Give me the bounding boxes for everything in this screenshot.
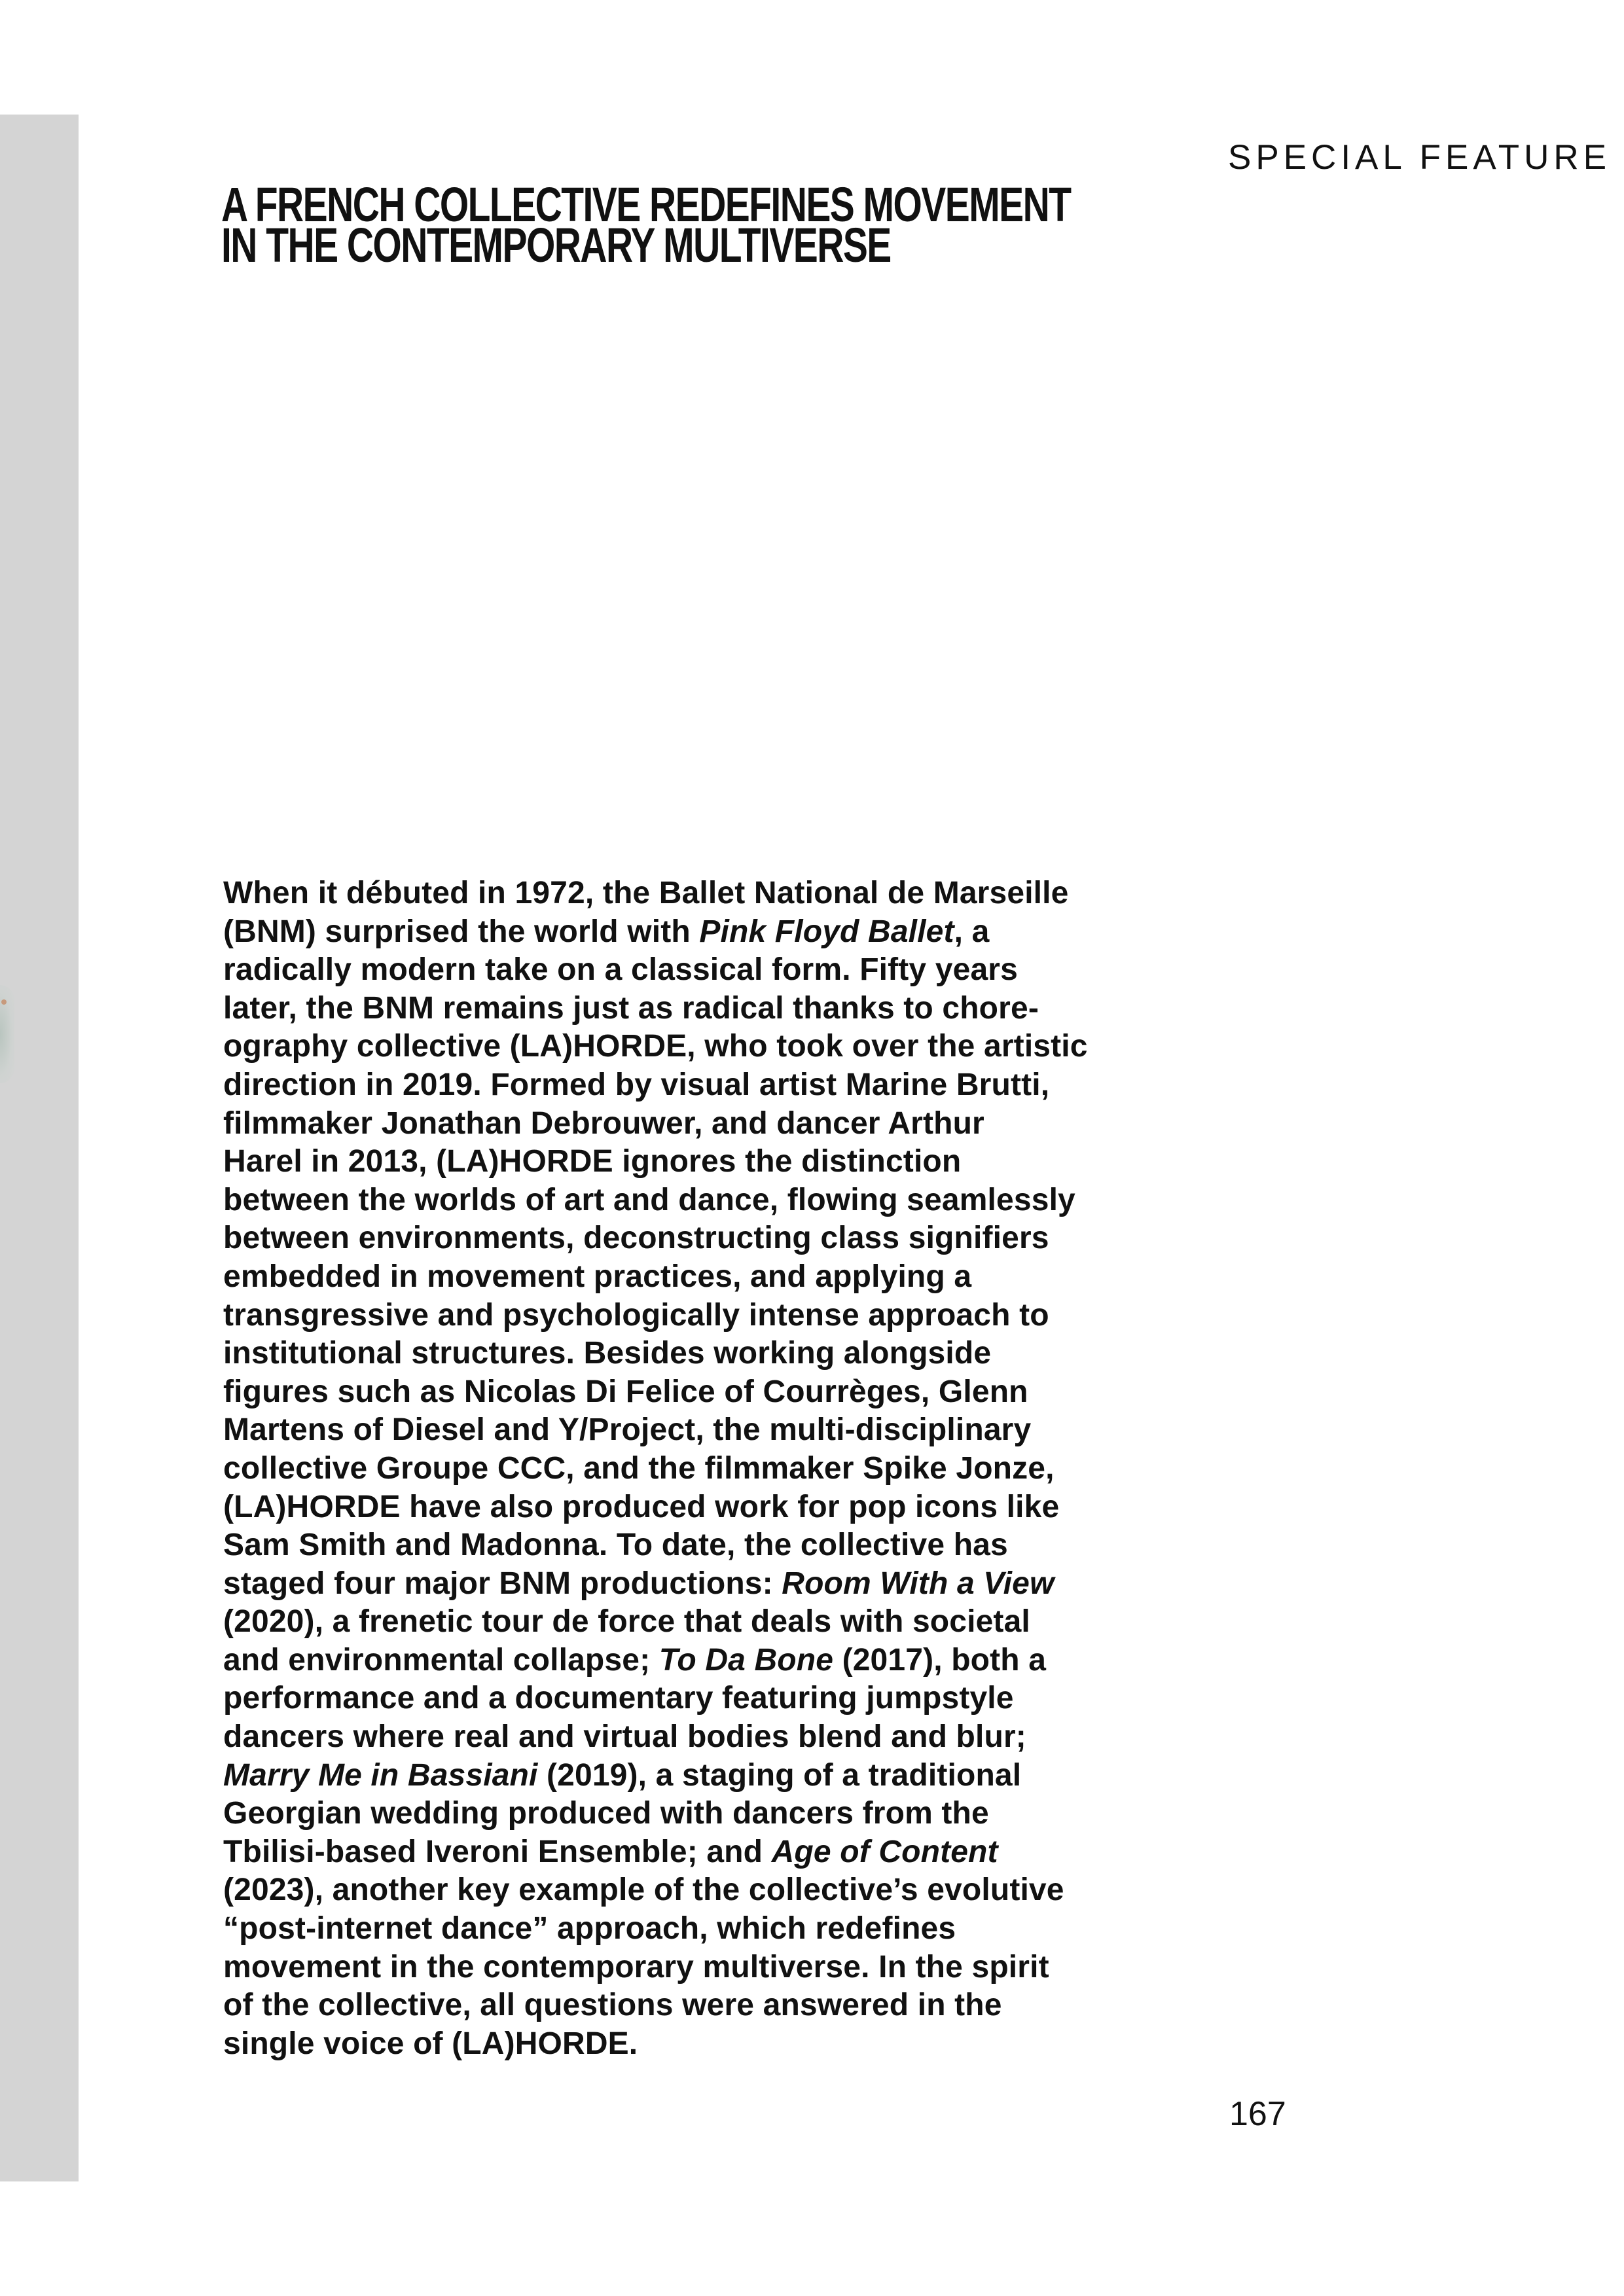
- intro-line: [223, 1565, 1088, 1604]
- intro-text: filmmaker Jonathan Debrouwer, and dancer Arthur: [223, 1105, 984, 1141]
- intro-line: [223, 1258, 1088, 1297]
- intro-text: (BNM) surprised the world with: [223, 914, 700, 949]
- headline-line-1: A FRENCH COLLECTIVE REDEFINES MOVEMENT: [221, 177, 1071, 232]
- page-number: 167: [1229, 2095, 1286, 2133]
- intro-line: [223, 913, 1088, 952]
- intro-line: [223, 1066, 1088, 1105]
- intro-text: direction in 2019. Formed by visual artist Marine Brutti,: [223, 1067, 1050, 1102]
- intro-line: [223, 1679, 1088, 1718]
- intro-line: [223, 1833, 1088, 1872]
- intro-line: [223, 1028, 1088, 1066]
- intro-line: [223, 1143, 1088, 1181]
- intro-text: (LA)HORDE have also produced work for pop icons like: [223, 1489, 1060, 1524]
- intro-text: of the collective, all questions were answered in the: [223, 1988, 1002, 2023]
- intro-text: Tbilisi-based Iveroni Ensemble; and: [223, 1834, 772, 1869]
- intro-text: figures such as Nicolas Di Felice of Courrèges, Glenn: [223, 1374, 1028, 1409]
- intro-line: [223, 1335, 1088, 1373]
- intro-text: dancers where real and virtual bodies blend and blur;: [223, 1719, 1026, 1755]
- intro-text: (2020), a frenetic tour de force that deals with societal: [223, 1604, 1030, 1640]
- work-title: Room With a View: [782, 1566, 1055, 1601]
- section-label: SPECIAL FEATURE: [1228, 138, 1612, 177]
- intro-text: Georgian wedding produced with dancers from the: [223, 1796, 989, 1831]
- article-headline: [221, 177, 1071, 272]
- intro-text: movement in the contemporary multiverse. In the spirit: [223, 1949, 1049, 1984]
- intro-line: [223, 1757, 1088, 1795]
- intro-text: later, the BNM remains just as radical thanks to chore-: [223, 990, 1039, 1026]
- intro-line: [223, 951, 1088, 990]
- intro-text: collective Groupe CCC, and the filmmaker Spike Jonze,: [223, 1450, 1055, 1486]
- intro-text: radically modern take on a classical form. Fifty years: [223, 952, 1018, 988]
- side-image-dot: [1, 999, 7, 1005]
- intro-text: Sam Smith and Madonna. To date, the collective has: [223, 1528, 1008, 1563]
- work-title: To Da Bone: [659, 1642, 834, 1677]
- intro-line: [223, 1488, 1088, 1527]
- work-title: Marry Me in Bassiani: [223, 1757, 538, 1793]
- intro-line: [223, 874, 1088, 913]
- intro-line: [223, 1105, 1088, 1143]
- intro-text: between environments, deconstructing class signifiers: [223, 1221, 1049, 1256]
- intro-line: [223, 1948, 1088, 1987]
- intro-line: [223, 1526, 1088, 1565]
- intro-line: [223, 1411, 1088, 1450]
- intro-line: [223, 1603, 1088, 1641]
- intro-text: transgressive and psychologically intense approach to: [223, 1297, 1049, 1333]
- intro-text: staged four major BNM productions:: [223, 1566, 782, 1601]
- intro-text: Martens of Diesel and Y/Project, the multi-disciplinary: [223, 1412, 1032, 1448]
- work-title: Pink Floyd Ballet: [699, 914, 954, 949]
- intro-line: [223, 990, 1088, 1028]
- intro-line: [223, 1986, 1088, 2025]
- intro-text: When it débuted in 1972, the Ballet National de Marseille: [223, 876, 1069, 910]
- intro-text: embedded in movement practices, and applying a: [223, 1259, 972, 1294]
- intro-text: ography collective (LA)HORDE, who took over the artistic: [223, 1029, 1088, 1064]
- intro-line: [223, 1871, 1088, 1910]
- intro-line: [223, 2025, 1088, 2064]
- work-title: Age of Content: [771, 1834, 998, 1869]
- intro-text: and environmental collapse;: [223, 1642, 659, 1677]
- intro-line: [223, 1910, 1088, 1948]
- intro-line: [223, 1219, 1088, 1258]
- intro-line: [223, 1718, 1088, 1757]
- intro-text: single voice of (LA)HORDE.: [223, 2026, 638, 2061]
- intro-text: institutional structures. Besides working alongside: [223, 1336, 992, 1371]
- intro-line: [223, 1450, 1088, 1488]
- intro-text: (2019), a staging of a traditional: [537, 1757, 1022, 1793]
- intro-text: (2023), another key example of the collective’s evolutive: [223, 1873, 1064, 1908]
- side-image-strip: [0, 115, 79, 2181]
- intro-paragraph: [223, 874, 1088, 2063]
- intro-text: between the worlds of art and dance, flowing seamlessly: [223, 1182, 1075, 1217]
- intro-text: , a: [954, 914, 990, 949]
- intro-text: Harel in 2013, (LA)HORDE ignores the distinction: [223, 1144, 962, 1179]
- intro-text: performance and a documentary featuring jumpstyle: [223, 1681, 1014, 1716]
- intro-line: [223, 1373, 1088, 1412]
- intro-line: [223, 1795, 1088, 1833]
- intro-line: [223, 1297, 1088, 1335]
- headline-line-2: IN THE CONTEMPORARY MULTIVERSE: [221, 218, 891, 272]
- intro-line: [223, 1641, 1088, 1680]
- intro-text: (2017), both a: [833, 1642, 1047, 1677]
- intro-line: [223, 1181, 1088, 1220]
- intro-text: “post-internet dance” approach, which redefines: [223, 1911, 956, 1946]
